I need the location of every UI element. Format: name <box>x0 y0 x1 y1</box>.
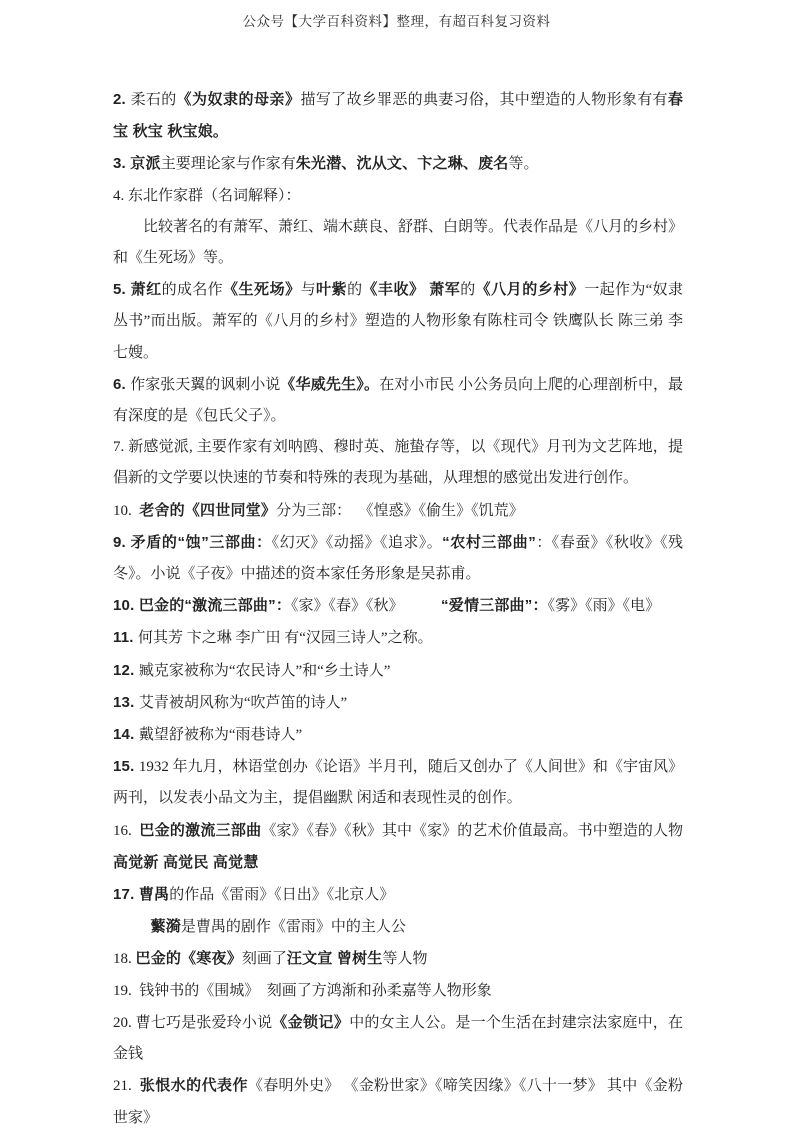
text-segment-bold: 汪文宣 曾树生 <box>286 950 383 968</box>
paragraph <box>113 943 683 975</box>
text-segment: 描写了故乡罪恶的典妻习俗，其中塑造的人物形象有有 <box>300 92 668 108</box>
text-segment: 等。 <box>508 156 539 173</box>
text-segment-bold: 10. 巴金的“激流三部曲”： <box>113 597 292 615</box>
text-segment-bold: 《为奴隶的母亲》 <box>176 91 301 108</box>
paragraph <box>113 84 683 148</box>
paragraph <box>113 622 683 654</box>
paragraph <box>113 751 683 814</box>
text-segment-bold: 叶紫 <box>316 281 348 299</box>
text-segment: 的 <box>460 282 476 299</box>
text-segment-bold: 14. <box>113 726 139 744</box>
text-segment: 1932 年九月，林语堂创办《论语》半月刊，随后又创办了《人间世》和《宇宙风》两刊，以发表小品文为主，提倡幽默 闲适和表现性灵的创作。 <box>113 759 683 807</box>
text-segment: 的成名作 <box>161 282 223 299</box>
text-segment: 的作品《雷雨》《日出》《北京人》 <box>169 887 395 904</box>
paragraph <box>113 1007 683 1070</box>
text-segment-bold: “爱情三部曲”： <box>441 597 548 615</box>
text-segment-bold: 2. <box>113 91 131 108</box>
paragraph <box>113 148 683 180</box>
text-segment-bold: 巴金的《寒夜》 <box>135 950 242 968</box>
text-segment: 臧克家被称为“农民诗人”和“乡土诗人” <box>138 662 391 679</box>
paragraph <box>113 655 683 687</box>
paragraph <box>113 212 683 274</box>
text-segment: 7. 新感觉派, 主要作家有刘呐鸥、穆时英、施蛰存等，以《现代》月刊为文艺阵地，提倡新的文学要以快速的节奏和特殊的表现为基础，从理想的感觉出发进行创作。 <box>113 439 683 487</box>
text-segment: 分为三部： 《惶惑》《偷生》《饥荒》 <box>276 502 524 519</box>
paragraph <box>113 181 683 212</box>
text-segment: 《雾》《雨》《电》 <box>547 598 661 615</box>
text-segment: 在对小市民 小公务员向上爬的心理剖析中，最有深度的是《包氏父子》。 <box>113 376 683 425</box>
document-body <box>113 84 687 1134</box>
text-segment: 是曹禺的剧作《雷雨》中的主人公 <box>180 919 406 936</box>
text-segment: 与 <box>300 282 316 299</box>
paragraph <box>113 879 683 911</box>
text-segment-bold: 《生死场》 <box>223 281 301 299</box>
paragraph <box>113 495 683 527</box>
paragraph <box>113 719 683 751</box>
page-header-text: 公众号【大学百科资料】整理，有超百科复习资料 <box>242 14 551 29</box>
text-segment: 10. <box>113 502 140 519</box>
text-segment: 艾青被胡风称为“吹芦笛的诗人” <box>138 694 348 711</box>
text-segment: 作家张天翼的讽刺小说 <box>130 376 281 393</box>
text-segment: 的 <box>347 282 363 299</box>
text-segment-bold: 巴金的激流三部曲 <box>139 821 262 839</box>
text-segment-bold: 《华威先生》。 <box>280 375 380 393</box>
paragraph <box>113 527 683 590</box>
text-segment: ：《春蚕》《秋收》《残冬》。小说《子夜》中描述的资本家任务形象是吴荪甫。 <box>113 534 683 583</box>
text-segment: 比较著名的有萧军、萧红、端木蕻良、舒群、白朗等。代表作品是《八月的乡村》和《生死场》等。 <box>113 218 684 267</box>
text-segment-bold: 春宝 秋宝 秋宝娘。 <box>113 91 684 141</box>
text-segment: 主要理论家与作家有 <box>160 156 296 173</box>
paragraph <box>113 590 683 622</box>
paragraph <box>113 369 683 432</box>
text-segment: 16. <box>113 822 140 839</box>
paragraph <box>113 815 687 879</box>
text-segment: 19. 钱钟书的《围城》 刻画了方鸿渐和孙柔嘉等人物形象 <box>113 982 492 999</box>
text-segment: 21. <box>113 1078 140 1095</box>
text-segment: 中的女主人公。是一个生活在封建宗法家庭中，在金钱 <box>113 1014 683 1063</box>
text-segment: 刻画了 <box>241 951 287 968</box>
text-segment: 《家》《春》《秋》其中《家》的艺术价值最高。书中塑造的人物 <box>261 822 687 839</box>
text-segment: 20. 曹七巧是张爱玲小说 <box>113 1014 273 1031</box>
text-segment-bold: 《金锁记》 <box>272 1013 350 1031</box>
paragraph <box>113 432 683 494</box>
text-segment-bold: 《丰收》 萧军 <box>362 281 461 299</box>
text-segment: 18. <box>113 951 136 968</box>
text-segment-bold: 《八月的乡村》 <box>475 281 585 299</box>
text-segment-bold: 张恨水的代表作 <box>139 1077 248 1095</box>
text-segment-bold: 蘩漪 <box>150 918 181 936</box>
paragraph <box>113 1070 683 1133</box>
text-segment-bold: 朱光潜、沈从文、卞之琳、废名 <box>295 155 509 173</box>
text-segment-bold: 高觉新 高觉民 高觉慧 <box>113 853 259 871</box>
text-segment: 4. 东北作家群（名词解释）： <box>113 187 301 204</box>
text-segment-bold: 9. 矛盾的“蚀”三部曲： <box>113 533 272 551</box>
text-segment-bold: 12. <box>113 661 139 679</box>
text-segment-bold: 11. <box>113 629 138 647</box>
paragraph <box>113 274 683 369</box>
text-segment-bold: 3. 京派 <box>113 155 161 173</box>
text-segment-bold: 5. 萧红 <box>113 281 162 299</box>
text-segment-bold: 6. <box>113 375 131 393</box>
text-segment-bold: 老舍的《四世同堂》 <box>139 501 277 519</box>
text-segment-bold: 15. <box>113 758 139 776</box>
text-segment: 何其芳 卞之琳 李广田 有“汉园三诗人”之称。 <box>138 630 433 647</box>
text-segment: 《春明外史》 《金粉世家》《啼笑因缘》《八十一梦》 其中《金粉世家》 <box>113 1078 684 1126</box>
text-segment: 等人物 <box>382 951 428 968</box>
text-segment: 柔石的 <box>130 92 177 108</box>
text-segment-bold: 13. <box>113 693 139 711</box>
paragraph <box>113 687 683 719</box>
paragraph <box>113 911 683 943</box>
text-segment: 戴望舒被称为“雨巷诗人” <box>138 727 303 744</box>
text-segment: 《幻灭》《动摇》《追求》。 <box>271 534 443 551</box>
text-segment: 《家》《春》《秋》 <box>291 598 442 615</box>
text-segment-bold: 17. 曹禺 <box>113 886 170 904</box>
text-segment-bold: “农村三部曲” <box>442 533 536 551</box>
paragraph <box>113 976 683 1007</box>
text-segment: 一起作为“奴隶丛书”而出版。萧军的《八月的乡村》塑造的人物形象有陈柱司令 铁鹰队长 陈三弟 李七嫂。 <box>113 282 683 361</box>
